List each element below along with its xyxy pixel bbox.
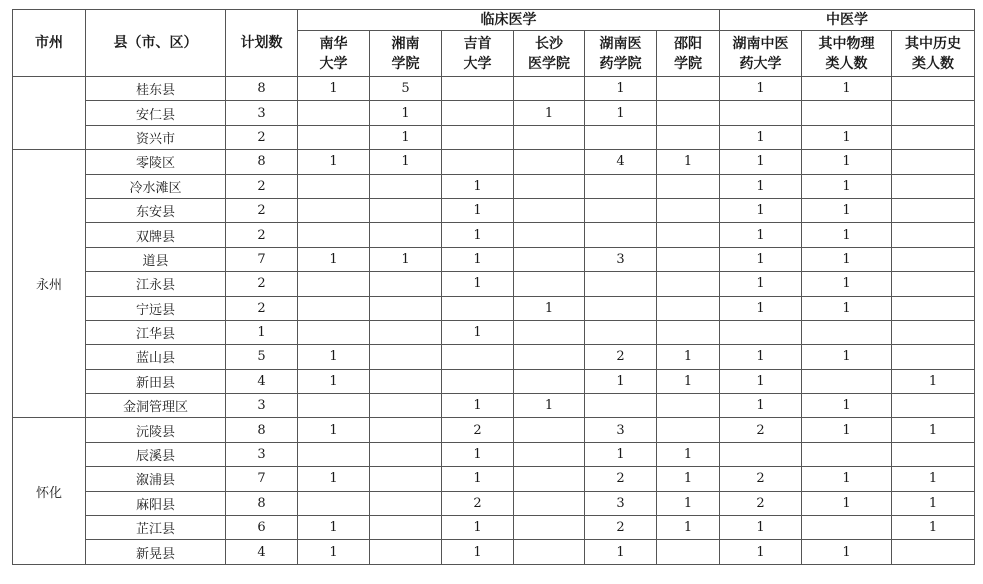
count-cell xyxy=(802,442,892,466)
plan-count-cell: 8 xyxy=(226,77,298,101)
count-cell xyxy=(298,442,370,466)
plan-count-cell: 8 xyxy=(226,491,298,515)
count-cell xyxy=(442,77,514,101)
county-cell: 资兴市 xyxy=(86,125,226,149)
plan-count-cell: 2 xyxy=(226,272,298,296)
count-cell xyxy=(442,125,514,149)
count-cell xyxy=(298,223,370,247)
count-cell xyxy=(720,442,802,466)
count-cell: 1 xyxy=(802,198,892,222)
county-cell: 沅陵县 xyxy=(86,418,226,442)
count-cell: 1 xyxy=(657,442,720,466)
count-cell xyxy=(298,272,370,296)
count-cell xyxy=(514,247,585,271)
count-cell: 1 xyxy=(802,467,892,491)
count-cell xyxy=(585,394,657,418)
count-cell xyxy=(298,125,370,149)
count-cell: 1 xyxy=(720,369,802,393)
table-row xyxy=(13,320,975,344)
count-cell: 1 xyxy=(657,467,720,491)
count-cell: 1 xyxy=(720,174,802,198)
county-cell: 江永县 xyxy=(86,272,226,296)
plan-count-cell: 8 xyxy=(226,418,298,442)
count-cell xyxy=(657,101,720,125)
count-cell xyxy=(802,320,892,344)
header-clinical-medicine: 临床医学 xyxy=(298,10,720,31)
count-cell: 1 xyxy=(720,77,802,101)
count-cell xyxy=(370,418,442,442)
count-cell xyxy=(585,174,657,198)
count-cell xyxy=(514,150,585,174)
count-cell: 1 xyxy=(802,272,892,296)
count-cell: 1 xyxy=(720,247,802,271)
count-cell xyxy=(442,296,514,320)
county-cell: 新晃县 xyxy=(86,540,226,564)
header-school: 湖南中医 药大学 xyxy=(720,31,802,77)
count-cell xyxy=(514,345,585,369)
table-row xyxy=(13,394,975,418)
county-cell: 零陵区 xyxy=(86,150,226,174)
count-cell: 1 xyxy=(802,150,892,174)
count-cell xyxy=(892,174,975,198)
count-cell: 2 xyxy=(442,491,514,515)
count-cell: 1 xyxy=(370,150,442,174)
count-cell: 1 xyxy=(298,247,370,271)
count-cell xyxy=(514,223,585,247)
county-cell: 桂东县 xyxy=(86,77,226,101)
count-cell: 1 xyxy=(802,491,892,515)
count-cell xyxy=(585,125,657,149)
count-cell: 1 xyxy=(298,540,370,564)
county-cell: 江华县 xyxy=(86,320,226,344)
count-cell xyxy=(892,272,975,296)
count-cell: 1 xyxy=(720,540,802,564)
count-cell xyxy=(442,369,514,393)
count-cell: 1 xyxy=(442,198,514,222)
header-tcm: 中医学 xyxy=(720,10,975,31)
count-cell: 1 xyxy=(585,77,657,101)
count-cell xyxy=(514,369,585,393)
count-cell: 1 xyxy=(657,516,720,540)
county-cell: 芷江县 xyxy=(86,516,226,540)
plan-count-cell: 2 xyxy=(226,174,298,198)
count-cell xyxy=(370,491,442,515)
count-cell xyxy=(892,223,975,247)
plan-count-cell: 3 xyxy=(226,101,298,125)
count-cell: 1 xyxy=(298,77,370,101)
count-cell xyxy=(370,174,442,198)
count-cell: 1 xyxy=(720,223,802,247)
count-cell: 1 xyxy=(514,394,585,418)
count-cell: 1 xyxy=(720,150,802,174)
count-cell: 1 xyxy=(514,296,585,320)
count-cell: 2 xyxy=(585,467,657,491)
count-cell: 1 xyxy=(442,540,514,564)
count-cell xyxy=(892,540,975,564)
count-cell xyxy=(370,394,442,418)
count-cell xyxy=(802,369,892,393)
count-cell: 1 xyxy=(442,394,514,418)
county-cell: 辰溪县 xyxy=(86,442,226,466)
count-cell xyxy=(892,394,975,418)
count-cell xyxy=(585,223,657,247)
count-cell: 1 xyxy=(370,247,442,271)
county-cell: 新田县 xyxy=(86,369,226,393)
plan-count-cell: 4 xyxy=(226,540,298,564)
count-cell: 1 xyxy=(442,272,514,296)
plan-count-cell: 3 xyxy=(226,442,298,466)
count-cell: 1 xyxy=(370,101,442,125)
plan-count-cell: 2 xyxy=(226,198,298,222)
count-cell xyxy=(442,345,514,369)
plan-count-cell: 5 xyxy=(226,345,298,369)
count-cell: 5 xyxy=(370,77,442,101)
table-row xyxy=(13,174,975,198)
count-cell xyxy=(298,296,370,320)
table-row xyxy=(13,345,975,369)
table-row xyxy=(13,296,975,320)
table-row xyxy=(13,223,975,247)
count-cell: 2 xyxy=(585,345,657,369)
count-cell: 1 xyxy=(657,345,720,369)
table-row xyxy=(13,247,975,271)
count-cell: 1 xyxy=(720,516,802,540)
count-cell: 2 xyxy=(585,516,657,540)
count-cell xyxy=(442,150,514,174)
count-cell: 2 xyxy=(720,467,802,491)
count-cell: 1 xyxy=(802,174,892,198)
count-cell xyxy=(514,198,585,222)
count-cell: 1 xyxy=(298,345,370,369)
count-cell xyxy=(370,223,442,247)
count-cell: 1 xyxy=(892,369,975,393)
count-cell: 1 xyxy=(585,101,657,125)
count-cell: 1 xyxy=(892,467,975,491)
count-cell: 1 xyxy=(802,418,892,442)
table-row xyxy=(13,540,975,564)
county-cell: 道县 xyxy=(86,247,226,271)
count-cell: 1 xyxy=(802,223,892,247)
city-cell: 永州 xyxy=(13,150,86,418)
count-cell xyxy=(657,394,720,418)
header-school: 长沙 医学院 xyxy=(514,31,585,77)
county-cell: 安仁县 xyxy=(86,101,226,125)
count-cell xyxy=(657,247,720,271)
count-cell: 3 xyxy=(585,247,657,271)
count-cell: 1 xyxy=(720,345,802,369)
count-cell xyxy=(657,223,720,247)
count-cell: 4 xyxy=(585,150,657,174)
count-cell xyxy=(892,247,975,271)
county-cell: 宁远县 xyxy=(86,296,226,320)
count-cell xyxy=(802,101,892,125)
count-cell xyxy=(657,174,720,198)
count-cell xyxy=(370,345,442,369)
count-cell xyxy=(585,272,657,296)
count-cell: 1 xyxy=(442,174,514,198)
table-row xyxy=(13,516,975,540)
count-cell: 1 xyxy=(720,394,802,418)
count-cell: 1 xyxy=(298,418,370,442)
plan-count-cell: 7 xyxy=(226,467,298,491)
county-cell: 双牌县 xyxy=(86,223,226,247)
table-row xyxy=(13,467,975,491)
count-cell: 1 xyxy=(720,272,802,296)
count-cell: 1 xyxy=(892,418,975,442)
count-cell xyxy=(514,491,585,515)
count-cell xyxy=(514,320,585,344)
count-cell: 2 xyxy=(720,491,802,515)
plan-count-cell: 4 xyxy=(226,369,298,393)
header-school: 湘南 学院 xyxy=(370,31,442,77)
header-school: 湖南医 药学院 xyxy=(585,31,657,77)
count-cell xyxy=(657,198,720,222)
count-cell xyxy=(442,101,514,125)
count-cell xyxy=(370,320,442,344)
count-cell: 1 xyxy=(657,150,720,174)
county-cell: 金洞管理区 xyxy=(86,394,226,418)
county-cell: 蓝山县 xyxy=(86,345,226,369)
count-cell xyxy=(370,369,442,393)
plan-count-cell: 8 xyxy=(226,150,298,174)
header-city: 市州 xyxy=(13,10,86,77)
count-cell xyxy=(657,272,720,296)
plan-count-cell: 2 xyxy=(226,296,298,320)
count-cell xyxy=(585,320,657,344)
count-cell xyxy=(370,467,442,491)
count-cell: 1 xyxy=(585,540,657,564)
count-cell: 1 xyxy=(585,369,657,393)
count-cell xyxy=(892,125,975,149)
header-row-1 xyxy=(13,10,975,31)
table-row xyxy=(13,77,975,101)
header-county: 县（市、区） xyxy=(86,10,226,77)
count-cell xyxy=(892,77,975,101)
count-cell: 1 xyxy=(657,491,720,515)
count-cell: 1 xyxy=(370,125,442,149)
enrollment-plan-table xyxy=(12,9,975,565)
count-cell: 1 xyxy=(585,442,657,466)
table-row xyxy=(13,125,975,149)
county-cell: 溆浦县 xyxy=(86,467,226,491)
count-cell xyxy=(370,516,442,540)
count-cell xyxy=(892,101,975,125)
count-cell xyxy=(657,77,720,101)
table-row xyxy=(13,150,975,174)
city-cell xyxy=(13,77,86,150)
count-cell: 1 xyxy=(802,247,892,271)
count-cell: 1 xyxy=(514,101,585,125)
count-cell xyxy=(720,101,802,125)
count-cell: 1 xyxy=(802,77,892,101)
count-cell: 1 xyxy=(802,394,892,418)
count-cell xyxy=(370,198,442,222)
count-cell: 1 xyxy=(802,540,892,564)
plan-count-cell: 7 xyxy=(226,247,298,271)
count-cell: 1 xyxy=(298,369,370,393)
count-cell: 1 xyxy=(442,223,514,247)
table-row xyxy=(13,272,975,296)
count-cell xyxy=(892,296,975,320)
table-row xyxy=(13,101,975,125)
count-cell xyxy=(892,442,975,466)
header-physics-count: 其中物理 类人数 xyxy=(802,31,892,77)
count-cell xyxy=(370,540,442,564)
count-cell xyxy=(514,442,585,466)
table-row xyxy=(13,369,975,393)
count-cell xyxy=(657,125,720,149)
count-cell xyxy=(298,198,370,222)
count-cell: 1 xyxy=(720,125,802,149)
count-cell: 2 xyxy=(442,418,514,442)
count-cell xyxy=(585,296,657,320)
count-cell xyxy=(298,101,370,125)
count-cell xyxy=(892,198,975,222)
count-cell xyxy=(370,442,442,466)
table-row xyxy=(13,491,975,515)
count-cell: 2 xyxy=(720,418,802,442)
count-cell xyxy=(892,320,975,344)
count-cell xyxy=(298,320,370,344)
count-cell xyxy=(585,198,657,222)
count-cell: 1 xyxy=(442,247,514,271)
count-cell xyxy=(657,540,720,564)
header-school: 邵阳 学院 xyxy=(657,31,720,77)
count-cell xyxy=(514,272,585,296)
count-cell xyxy=(514,125,585,149)
city-cell: 怀化 xyxy=(13,418,86,564)
count-cell: 1 xyxy=(298,516,370,540)
table-row xyxy=(13,418,975,442)
table-row xyxy=(13,442,975,466)
table-row xyxy=(13,198,975,222)
plan-count-cell: 2 xyxy=(226,125,298,149)
count-cell xyxy=(802,516,892,540)
count-cell: 1 xyxy=(720,198,802,222)
count-cell xyxy=(657,418,720,442)
count-cell xyxy=(514,174,585,198)
county-cell: 东安县 xyxy=(86,198,226,222)
count-cell xyxy=(657,320,720,344)
count-cell xyxy=(892,150,975,174)
plan-count-cell: 1 xyxy=(226,320,298,344)
header-school: 南华 大学 xyxy=(298,31,370,77)
count-cell: 1 xyxy=(442,467,514,491)
count-cell: 1 xyxy=(657,369,720,393)
count-cell xyxy=(514,77,585,101)
plan-count-cell: 2 xyxy=(226,223,298,247)
count-cell xyxy=(720,320,802,344)
count-cell: 1 xyxy=(298,150,370,174)
count-cell xyxy=(298,174,370,198)
count-cell xyxy=(657,296,720,320)
count-cell: 1 xyxy=(442,320,514,344)
count-cell: 1 xyxy=(442,442,514,466)
header-history-count: 其中历史 类人数 xyxy=(892,31,975,77)
count-cell: 1 xyxy=(298,467,370,491)
count-cell xyxy=(514,540,585,564)
count-cell xyxy=(892,345,975,369)
count-cell xyxy=(514,516,585,540)
county-cell: 麻阳县 xyxy=(86,491,226,515)
count-cell: 1 xyxy=(892,516,975,540)
count-cell xyxy=(298,394,370,418)
count-cell xyxy=(370,272,442,296)
count-cell: 3 xyxy=(585,418,657,442)
count-cell: 1 xyxy=(802,345,892,369)
plan-count-cell: 3 xyxy=(226,394,298,418)
count-cell: 1 xyxy=(442,516,514,540)
table-body xyxy=(13,77,975,565)
count-cell: 1 xyxy=(802,296,892,320)
count-cell xyxy=(370,296,442,320)
count-cell xyxy=(298,491,370,515)
count-cell xyxy=(514,418,585,442)
county-cell: 冷水滩区 xyxy=(86,174,226,198)
header-plan-count: 计划数 xyxy=(226,10,298,77)
count-cell: 1 xyxy=(802,125,892,149)
count-cell xyxy=(514,467,585,491)
count-cell: 3 xyxy=(585,491,657,515)
header-school: 吉首 大学 xyxy=(442,31,514,77)
plan-count-cell: 6 xyxy=(226,516,298,540)
count-cell: 1 xyxy=(720,296,802,320)
count-cell: 1 xyxy=(892,491,975,515)
